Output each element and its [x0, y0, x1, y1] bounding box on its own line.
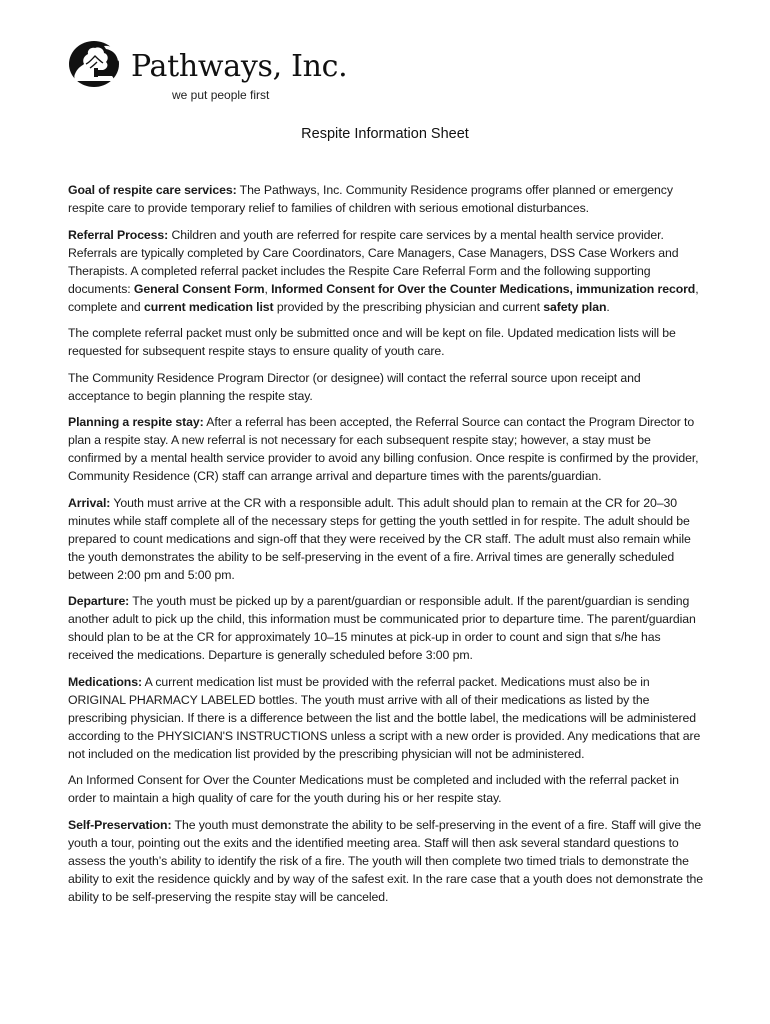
bold-text: Referral Process:: [68, 227, 169, 242]
paragraph: [68, 226, 704, 316]
body-text: The youth must be picked up by a parent/guardian or responsible adult. If the parent/guardian is sending another adult to pick up the child, this information must be communicated prior to departure time. The parent/guardian should plan to be at the CR for approximately 10–15 minutes at pick-up in order to count and sign that s/he has received the medications. Departure is generally scheduled before 3:00 pm.: [68, 594, 696, 662]
tree-in-circle-icon: [68, 40, 124, 88]
bold-text: Self-Preservation:: [68, 817, 172, 832]
bold-text: safety plan: [543, 299, 607, 314]
body-text: After a referral has been accepted, the Referral Source can contact the Program Director to plan a respite stay. A new referral is not necessary for each subsequent respite stay; however, a stay must be confirmed by a mental health service provider to avoid any billing confusion. Once respite is confirmed by the provider, Community Residence (CR) staff can arrange arrival and departure times with the parents/guardian.: [68, 415, 699, 483]
body-text: The complete referral packet must only be submitted once and will be kept on file. Updated medication lists will be requested for subsequent respite stays to ensure quality of youth care.: [68, 326, 676, 358]
body-text: , complete and: [68, 281, 699, 314]
paragraph: [68, 181, 704, 217]
bold-text: current medication list: [143, 299, 274, 314]
bold-text: General Consent Form: [133, 281, 265, 296]
bold-text: Medications:: [68, 674, 142, 689]
body-text: Youth must arrive at the CR with a responsible adult. This adult should plan to remain at the CR for 20–30 minutes while staff complete all of the necessary steps for getting the youth settled in for respite. The adult should be prepared to count medications and sign-off that they were received by the CR staff. The adult must also remain while the youth demonstrates the ability to be self-preserving in the event of a fire. Arrival times are generally scheduled between 2:00 pm and 5:00 pm.: [68, 495, 691, 582]
body-text: An Informed Consent for Over the Counter Medications must be completed and included with the referral packet in order to maintain a high quality of care for the youth during his or her respite stay.: [68, 773, 679, 805]
tagline: we put people first: [172, 88, 270, 102]
body-text: A current medication list must be provided with the referral packet. Medications must also be in ORIGINAL PHARMACY LABELED bottles. The youth must arrive with all of their medications as listed by the prescribing physician. If there is a difference between the list and the bottle label, the medications will be administered according to the PHYSICIAN'S INSTRUCTIONS unless a script with a new order is provided. Any medications that are not included on the medication list provided by the prescribing physician will not be administered.: [68, 674, 701, 761]
bold-text: Informed Consent for Over the Counter Medications, immunization record: [271, 281, 696, 296]
body-text: The Pathways, Inc. Community Residence programs offer planned or emergency respite care to provide temporary relief to families of children with serious emotional disturbances.: [68, 183, 673, 215]
paragraph: [68, 494, 704, 584]
paragraph: [68, 816, 704, 906]
body-text: The Community Residence Program Director (or designee) will contact the referral source upon receipt and acceptance to begin planning the respite stay.: [68, 370, 641, 403]
organization-name: Pathways, Inc.: [131, 49, 348, 84]
body-text: ,: [264, 281, 272, 296]
document-title: Respite Information Sheet: [301, 126, 469, 142]
pathways-logo: [68, 40, 348, 102]
body-text: .: [606, 299, 610, 314]
document-body: [68, 181, 704, 914]
paragraph: [68, 369, 704, 405]
paragraph: [68, 324, 704, 360]
bold-text: Planning a respite stay:: [68, 415, 204, 429]
paragraph: [68, 771, 704, 807]
body-text: The youth must demonstrate the ability to be self-preserving in the event of a fire. Staff will give the youth a tour, pointing out the exits and the identified meeting area. Staff will then ask several standard questions to assess the youth’s ability to identify the risk of a fire. The youth will then complete two timed trials to demonstrate the ability to exit the residence quickly and by way of the safest exit. In the rare case that a youth does not demonstrate the ability to be self-preserving the respite stay will be canceled.: [68, 817, 704, 904]
paragraph: [68, 413, 704, 485]
paragraph: [68, 673, 704, 763]
paragraph: [68, 592, 704, 664]
bold-text: Arrival:: [68, 495, 111, 510]
body-text: Children and youth are referred for respite care services by a mental health service provider. Referrals are typically completed by Care Coordinators, Care Managers, Case Managers, DSS Case Workers and Therapists. A completed referral packet includes the Respite Care Referral Form and the following supporting documents:: [68, 227, 679, 296]
bold-text: Goal of respite care services:: [68, 183, 237, 197]
bold-text: Departure:: [68, 594, 130, 608]
body-text: provided by the prescribing physician and current: [273, 299, 544, 314]
